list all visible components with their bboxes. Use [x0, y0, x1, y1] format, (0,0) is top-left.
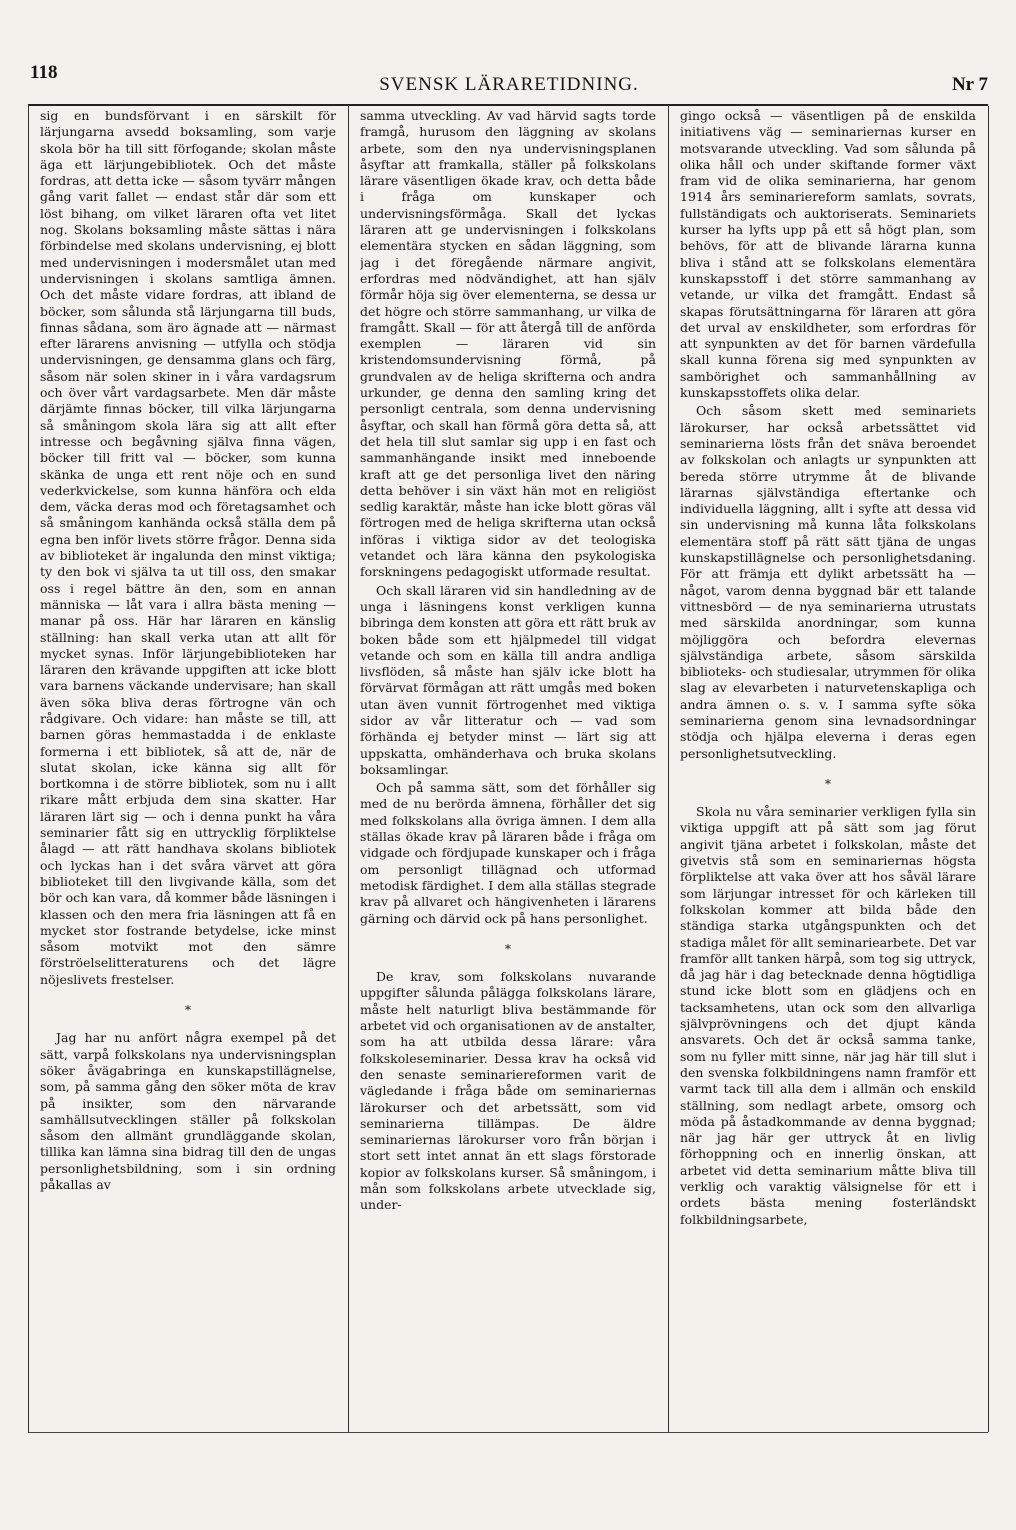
column-rule-1 — [348, 106, 349, 1432]
column-rule-2 — [668, 106, 669, 1432]
section-separator: * — [824, 775, 832, 791]
paragraph: samma utveckling. Av vad härvid sagts torde framgå, hurusom den läggning av skolans arbete, som den nya undervisningsplanen åsyftar att framkalla, ställer på folkskolans lärare väsentligen ökade krav, och detta både i fråga om kunskaper och undervisningsförmåga. Skall det lyckas läraren att ge undervisningen i folkskolans elementära stycken en sådan läggning, som jag i det föregående närmare angivit, erfordras med nödvändighet, att han själv förmår höja sig över elementerna, se dessa ur det högre och större sammanhang, ur vilka de framgått. Skall — för att återgå till de anförda exemplen — läraren vid sin kristendomsundervisning förmå, på grundvalen av de heliga skrifterna och andra urkunder, ge denna den samling kring det personligt centrala, som denna undervisning åsyftar, och skall han förmå göra detta så, att det hela till slut samlar sig upp i en fast och sammanhängande insikt med inneboende kraft att ge det personliga livet den näring detta behöver i sin växt hän mot en religiöst sedlig karaktär, måste han icke blott göras väl förtrogen med de heliga skrifterna utan också införas i viktiga sidor av det teologiska vetandet och lära känna den psykologiska forskningens pedagogiskt utformade resultat. — [360, 108, 656, 580]
column-rule-right — [988, 106, 989, 1432]
paragraph: Skola nu våra seminarier verkligen fylla sin viktiga uppgift att på sätt som jag förut angivit tjäna arbetet i folkskolan, måste det givetvis stå som en seminariernas högsta förpliktelse att vaka över att hos såväl lärare som lärjungar intresset för och kärleken till folkskolan kommer att bilda både den ständiga starka utgångspunkten och det stadiga målet för allt seminariearbete. Det var framför allt tanken härpå, som tog sig uttryck, då jag här i dag betecknade denna högtidliga stund icke blott som en glädjens och en tacksamhetens, utan ock som den allvarliga självprövningens och det djupt kända ansvarets. Och det är också samma tanke, som nu fyller mitt sinne, när jag här till slut i den svenska folkbildningens namn framför ett varmt tack till alla dem i allmän och enskild ställning, som nedlagt arbete, omsorg och möda på åstadkommande av denna byggnad; när jag här ger uttryck åt en livlig förhoppning och en innerlig önskan, att arbetet vid detta seminarium måtte bliva till verklig och varaktig välsignelse för ett i ordets bästa mening fosterländskt folkbildningsarbete, — [680, 804, 976, 1227]
section-separator: * — [504, 940, 512, 956]
newspaper-page — [28, 44, 992, 1444]
paragraph: De krav, som folkskolans nuvarande uppgifter sålunda pålägga folkskolans lärare, måste helt naturligt bliva bestämmande för arbetet vid och organisationen av de anstalter, som ha att utbilda dessa lärare: våra folkskoleseminarier. Dessa krav ha också vid den senaste seminariereformen varit de vägledande i fråga både om seminariernas lärokurser och det arbetssätt, som vid seminarierna tillämpas. De äldre seminariernas lärokurser voro från början i stort sett intet annat än ett slags förstorade kopior av folkskolans kurser. Så småningom, i mån som folkskolans arbete utvecklade sig, under- — [360, 969, 656, 1213]
column-1 — [40, 108, 336, 1428]
journal-title: SVENSK LÄRARETIDNING. — [379, 74, 639, 95]
paragraph: Och skall läraren vid sin handledning av de unga i läsningens konst verkligen kunna bibringa dem konsten att göra ett rätt bruk av boken både som ett hjälpmedel till vidgat vetande och som en källa till andra andliga livsflöden, så måste han själv icke blott ha förvärvat förmågan att rätt umgås med boken utan även vunnit förtrogenhet med viktiga sidor av vår litteratur och — vad som förhända ej betyder minst — lärt sig att uppskatta, omhänderhava och bruka skolans boksamlingar. — [360, 582, 656, 777]
column-rule-left — [28, 106, 29, 1432]
column-2 — [360, 108, 656, 1428]
footer-rule — [28, 1432, 988, 1433]
paragraph: sig en bundsförvant i en särskilt för lärjungarna avsedd boksamling, som varje skola bör ha till sitt förfogande; skolan måste äga ett lärjungebibliotek. Och det måste fordras, att detta icke — såsom tyvärr mången gång varit fallet — endast står där som ett löst bihang, om vilket läraren ofta vet litet nog. Skolans boksamling måste sättas i nära förbindelse med skolans undervisning, ej blott med undervisningen i modersmålet utan med undervisningen i skolans samtliga ämnen. Och det måste vidare fordras, att ibland de böcker, som sålunda stå lärjungarna till buds, finnas sådana, som äro ägnade att — närmast efter lärarens anvisning — utfylla och stödja undervisningen, ge densamma glans och färg, såsom när solen skiner in i våra vardagsrum och över vårt vardagsarbete. Men där måste därjämte finnas böcker, till vilka lärjungarna så småningom skola lära sig att allt efter intresse och begåvning själva finna vägen, böcker till fritt val — böcker, som kunna skänka de unga ett rent nöje och en sund vederkvickelse, som kunna hänföra och elda dem, väcka deras mod och företagsamhet och så småningom kanhända också ställa dem på egna ben inför livets större frågor. Denna sida av biblioteket är ingalunda den minst viktiga; ty den bok vi själva ta ut till oss, den smakar oss i regel bättre än den, som en annan människa — låt vara i allra bästa mening — manar på oss. Här har läraren en känslig ställning: han skall verka utan att allt för mycket synas. Inför lärjungebiblioteken har läraren den krävande uppgiften att icke blott vara barnens väckande undervisare; han skall även söka bliva deras förtrogne vän och rådgivare. Och vidare: han måste se till, att barnen göras hemmastadda i de enklaste formerna i ett bibliotek, så att de, när de slutat skolan, icke känna sig allt för bortkomna i de större bibliotek, som nu i allt rikare mått erbjuda dem sina skatter. Har läraren lärt sig — och i denna punkt ha våra seminarier fått sig en uttrycklig förpliktelse ålagd — att rätt handhava skolans bibliotek och lyckas han i det svåra värvet att göra biblioteket till den livgivande källa, som det bör och kan vara, då kommer både läsningen i klassen och den mera fria läsningen att få en mycket stor fostrande betydelse, icke minst såsom motvikt mot den sämre förströelselitteraturens och det lägre nöjeslivets frestelser. — [40, 108, 336, 987]
paragraph: Och såsom skett med seminariets lärokurser, har också arbetssättet vid seminarierna lösts från det snäva beroendet av folkskolan och anlagts ur synpunkten att bereda större utrymme åt de blivande lärarnas självständiga eftertanke och individuella läggning, allt i syfte att dessa vid sin undervisning må kunna låta folkskolans elementära stoff på rätt sätt tjäna de ungas kunskapstillägnelse och personlighetsdaning. För att främja ett dylikt arbetssätt ha — något, varom denna byggnad bär ett talande vittnesbörd — de nya seminarierna utrustats med särskilda anordningar, som kunna möjliggöra och befordra elevernas självständiga arbete, såsom särskilda biblioteks- och studiesalar, utrymmen för olika slag av elevarbeten i naturvetenskapliga och andra ämnen o. s. v. I samma syfte söka seminarierna genom sina levnadsordningar stödja och hjälpa eleverna i deras egen personlighetsutveckling. — [680, 403, 976, 761]
paragraph: gingo också — väsentligen på de enskilda initiativens väg — seminariernas kurser en motsvarande utveckling. Vad som sålunda på olika håll och under skiftande former växt fram vid de olika seminarierna, har genom 1914 års seminariereform samlats, sovrats, fullständigats och auktoriserats. Seminariets kurser ha lyfts upp på ett så högt plan, som behövs, för att de blivande lärarna kunna bliva i stånd att se folkskolans elementära kunskapsstoff i det större sammanhang av vetande, ur vilka det framgått. Endast så skapas förutsättningarna för läraren att göra det urval av enskildheter, som erfordras för att synpunkten av det för barnen värdefulla skall kunna förena sig med synpunkten av sambörighet och sammanhållning av kunskapsstoffets olika delar. — [680, 108, 976, 401]
page-header — [30, 62, 988, 95]
page-number: 118 — [30, 62, 58, 83]
column-3 — [680, 108, 976, 1428]
header-rule — [28, 104, 988, 106]
section-separator: * — [184, 1002, 192, 1018]
issue-number: Nr 7 — [951, 74, 988, 95]
paragraph: Och på samma sätt, som det förhåller sig med de nu berörda ämnena, förhåller det sig med folkskolans alla övriga ämnen. I dem alla ställas ökade krav på läraren både i fråga om vidgade och fördjupade kunskaper och i fråga om personligt tillägnad och utformad metodisk färdighet. I dem alla ställas stegrade krav på allvaret och hängivenheten i lärarens gärning och därvid ock på hans personlighet. — [360, 780, 656, 926]
paragraph: Jag har nu anfört några exempel på det sätt, varpå folkskolans nya undervisningsplan söker åvägabringa en kunskapstillägnelse, som, på samma gång den söker möta de krav på insikter, som den närvarande samhällsutvecklingen ställer på folkskolan såsom den allmänt grundläggande skolan, tillika kan lämna sina bidrag till den de ungas personlighetsbildning, som i sin ordning påkallas av — [40, 1030, 336, 1192]
